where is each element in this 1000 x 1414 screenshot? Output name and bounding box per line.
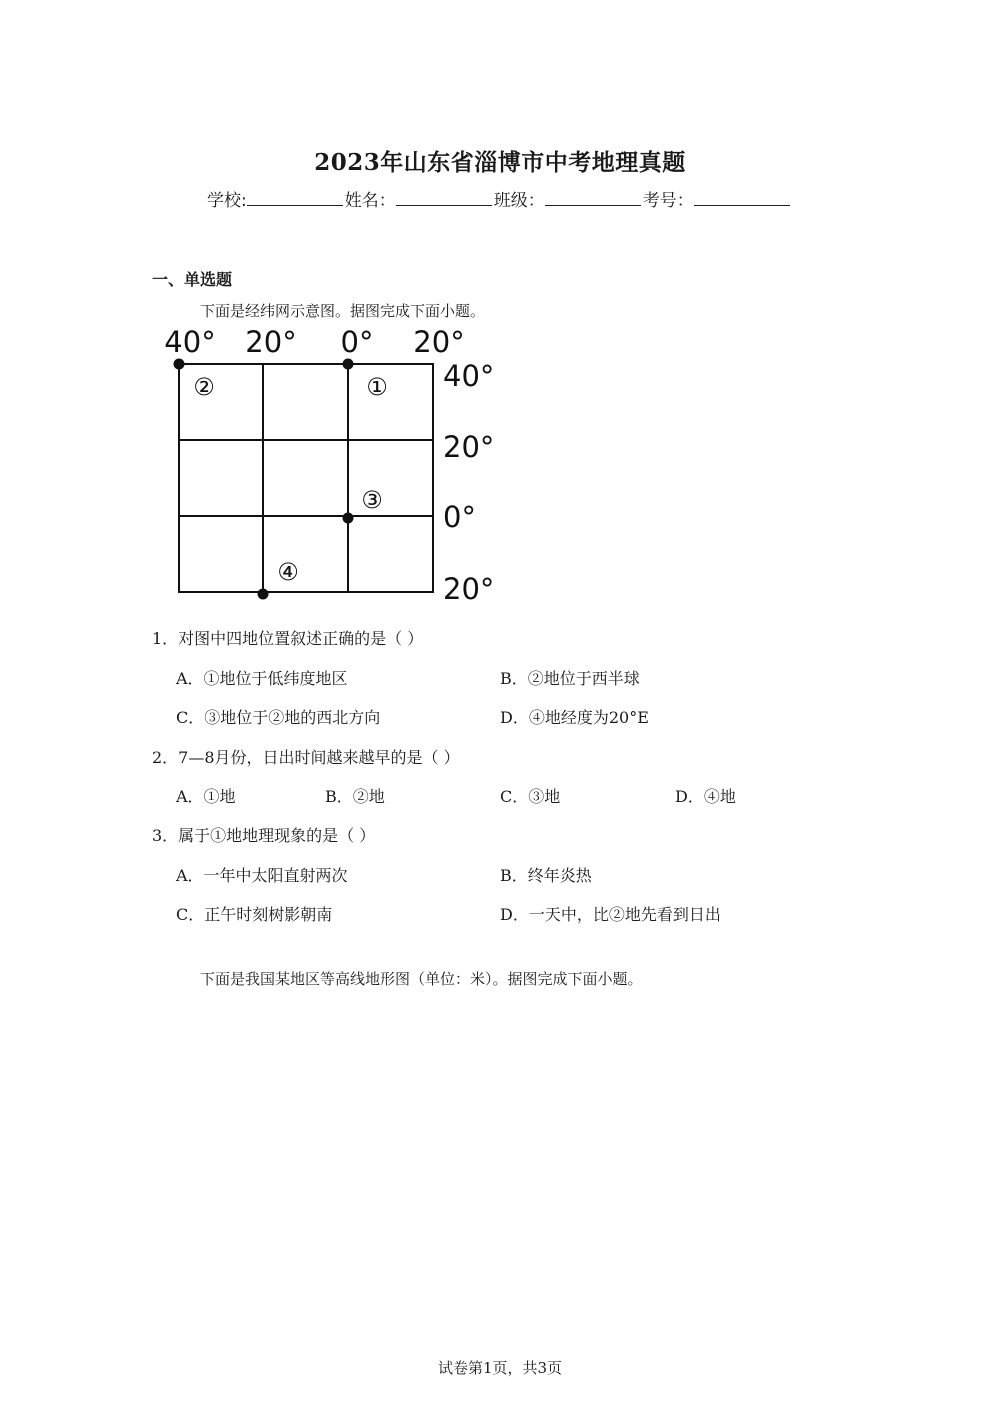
question-3-stem: 3．属于①地地理现象的是（ ） [152,826,376,845]
question-2-option-c[interactable]: C．③地 [500,787,561,806]
point-marker-2 [174,359,185,370]
section-title: 一、单选题 [152,270,233,289]
school-label: 学校: [207,191,247,211]
number-label: 考号： [642,191,694,211]
top-longitude-label: 20° [413,325,465,359]
lat-long-grid-diagram [150,320,510,610]
top-longitude-label: 20° [245,325,297,359]
class-blank [545,190,641,206]
question-3-option-a[interactable]: A．一年中太阳直射两次 [176,866,348,885]
question-1-stem: 1．对图中四地位置叙述正确的是（ ） [152,629,424,648]
question-3-option-d[interactable]: D．一天中，比②地先看到日出 [500,905,721,924]
grid-lines [179,364,433,592]
student-info-line [207,186,792,211]
question-2-stem: 2．7—8月份，日出时间越来越早的是（ ） [152,748,460,767]
right-latitude-label: 20° [443,572,495,606]
top-longitude-label: 40° [164,325,216,359]
name-label: 姓名： [344,191,396,211]
question-3-option-b[interactable]: B．终年炎热 [500,866,592,885]
point-label-3: ③ [361,486,383,514]
point-label-4: ④ [277,558,299,586]
point-marker-3 [343,513,354,524]
question-2-option-d[interactable]: D．④地 [675,787,736,806]
name-blank [396,190,492,206]
question-1-option-d[interactable]: D．④地经度为20°E [500,708,649,727]
right-latitude-label: 0° [443,500,476,534]
intro-text-2: 下面是我国某地区等高线地形图（单位：米）。据图完成下面小题。 [200,970,643,988]
right-latitude-label: 40° [443,359,495,393]
point-marker-1 [343,359,354,370]
point-label-1: ① [366,373,388,401]
question-3-option-c[interactable]: C．正午时刻树影朝南 [176,905,333,924]
class-label: 班级： [493,191,545,211]
question-1-option-c[interactable]: C．③地位于②地的西北方向 [176,708,381,727]
page-footer: 试卷第1页，共3页 [437,1359,563,1377]
school-blank [247,190,343,206]
point-marker-4 [258,589,269,600]
number-blank [694,190,790,206]
point-label-2: ② [193,373,215,401]
question-1-option-b[interactable]: B．②地位于西半球 [500,669,640,688]
page-title: 2023年山东省淄博市中考地理真题 [314,149,686,176]
grid-border [179,364,433,592]
top-longitude-label: 0° [340,325,374,359]
question-2-option-a[interactable]: A．①地 [176,787,236,806]
intro-text-1: 下面是经纬网示意图。据图完成下面小题。 [200,302,486,320]
question-1-option-a[interactable]: A．①地位于低纬度地区 [176,669,348,688]
question-2-option-b[interactable]: B．②地 [325,787,385,806]
right-latitude-label: 20° [443,430,495,464]
